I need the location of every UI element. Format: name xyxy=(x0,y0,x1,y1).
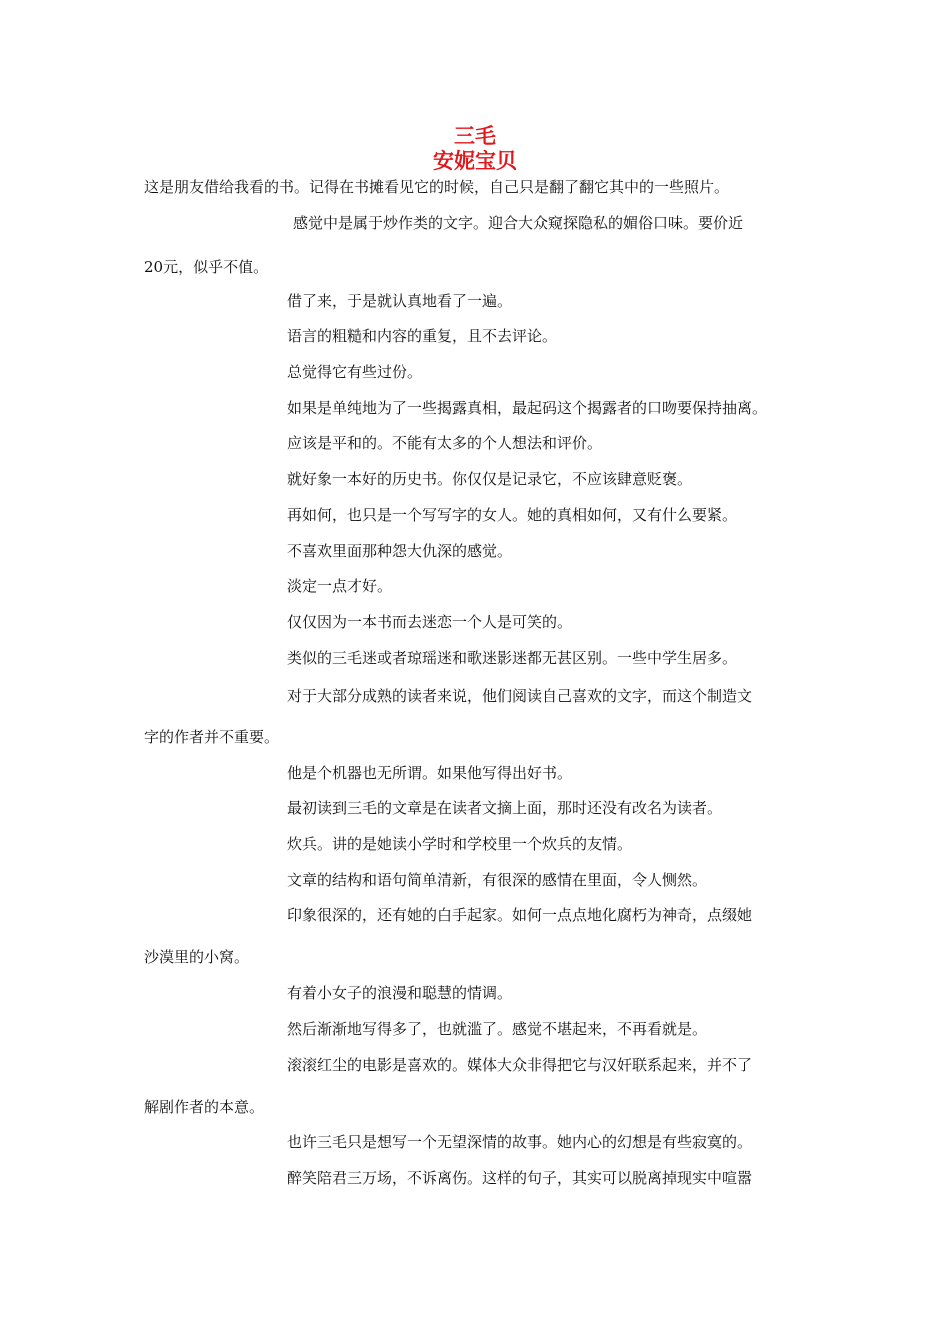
paragraph-line: 借了来，于是就认真地看了一遍。 xyxy=(287,292,513,310)
document-author: 安妮宝贝 xyxy=(433,149,517,173)
paragraph-line: 淡定一点才好。 xyxy=(287,577,393,595)
paragraph-line: 炊兵。讲的是她读小学时和学校里一个炊兵的友情。 xyxy=(287,835,633,853)
document-title: 三毛 xyxy=(454,124,496,148)
paragraph-line: 也许三毛只是想写一个无望深情的故事。她内心的幻想是有些寂寞的。 xyxy=(287,1133,753,1151)
paragraph-line: 感觉中是属于炒作类的文字。迎合大众窥探隐私的媚俗口味。要价近 xyxy=(293,214,744,232)
paragraph-line: 沙漠里的小窝。 xyxy=(144,948,250,966)
paragraph-line: 滚滚红尘的电影是喜欢的。媒体大众非得把它与汉奸联系起来，并不了 xyxy=(287,1056,753,1074)
paragraph-line: 如果是单纯地为了一些揭露真相，最起码这个揭露者的口吻要保持抽离。 xyxy=(287,399,768,417)
paragraph-line: 他是个机器也无所谓。如果他写得出好书。 xyxy=(287,764,573,782)
paragraph-line: 文章的结构和语句简单清新，有很深的感情在里面，令人恻然。 xyxy=(287,871,708,889)
paragraph-line: 这是朋友借给我看的书。记得在书摊看见它的时候，自己只是翻了翻它其中的一些照片。 xyxy=(144,178,730,196)
paragraph-line: 再如何，也只是一个写写字的女人。她的真相如何，又有什么要紧。 xyxy=(287,506,738,524)
paragraph-line: 就好象一本好的历史书。你仅仅是记录它，不应该肆意贬褒。 xyxy=(287,470,693,488)
paragraph-line: 语言的粗糙和内容的重复，且不去评论。 xyxy=(287,327,558,345)
paragraph-line: 不喜欢里面那种怨大仇深的感觉。 xyxy=(287,542,513,560)
paragraph-line: 然后渐渐地写得多了，也就滥了。感觉不堪起来，不再看就是。 xyxy=(287,1020,708,1038)
paragraph-line: 应该是平和的。不能有太多的个人想法和评价。 xyxy=(287,434,603,452)
paragraph-line: 20元，似乎不值。 xyxy=(144,258,269,276)
paragraph-line: 印象很深的，还有她的白手起家。如何一点点地化腐朽为神奇，点缀她 xyxy=(287,906,753,924)
paragraph-line: 对于大部分成熟的读者来说，他们阅读自己喜欢的文字，而这个制造文 xyxy=(287,687,753,705)
paragraph-line: 类似的三毛迷或者琼瑶迷和歌迷影迷都无甚区别。一些中学生居多。 xyxy=(287,649,738,667)
paragraph-line: 最初读到三毛的文章是在读者文摘上面，那时还没有改名为读者。 xyxy=(287,799,723,817)
paragraph-line: 解剧作者的本意。 xyxy=(144,1098,265,1116)
paragraph-line: 有着小女子的浪漫和聪慧的情调。 xyxy=(287,984,513,1002)
paragraph-line: 仅仅因为一本书而去迷恋一个人是可笑的。 xyxy=(287,613,573,631)
paragraph-line: 总觉得它有些过份。 xyxy=(287,363,423,381)
paragraph-line: 醉笑陪君三万场，不诉离伤。这样的句子，其实可以脱离掉现实中喧嚣 xyxy=(287,1169,753,1187)
paragraph-line: 字的作者并不重要。 xyxy=(144,728,280,746)
